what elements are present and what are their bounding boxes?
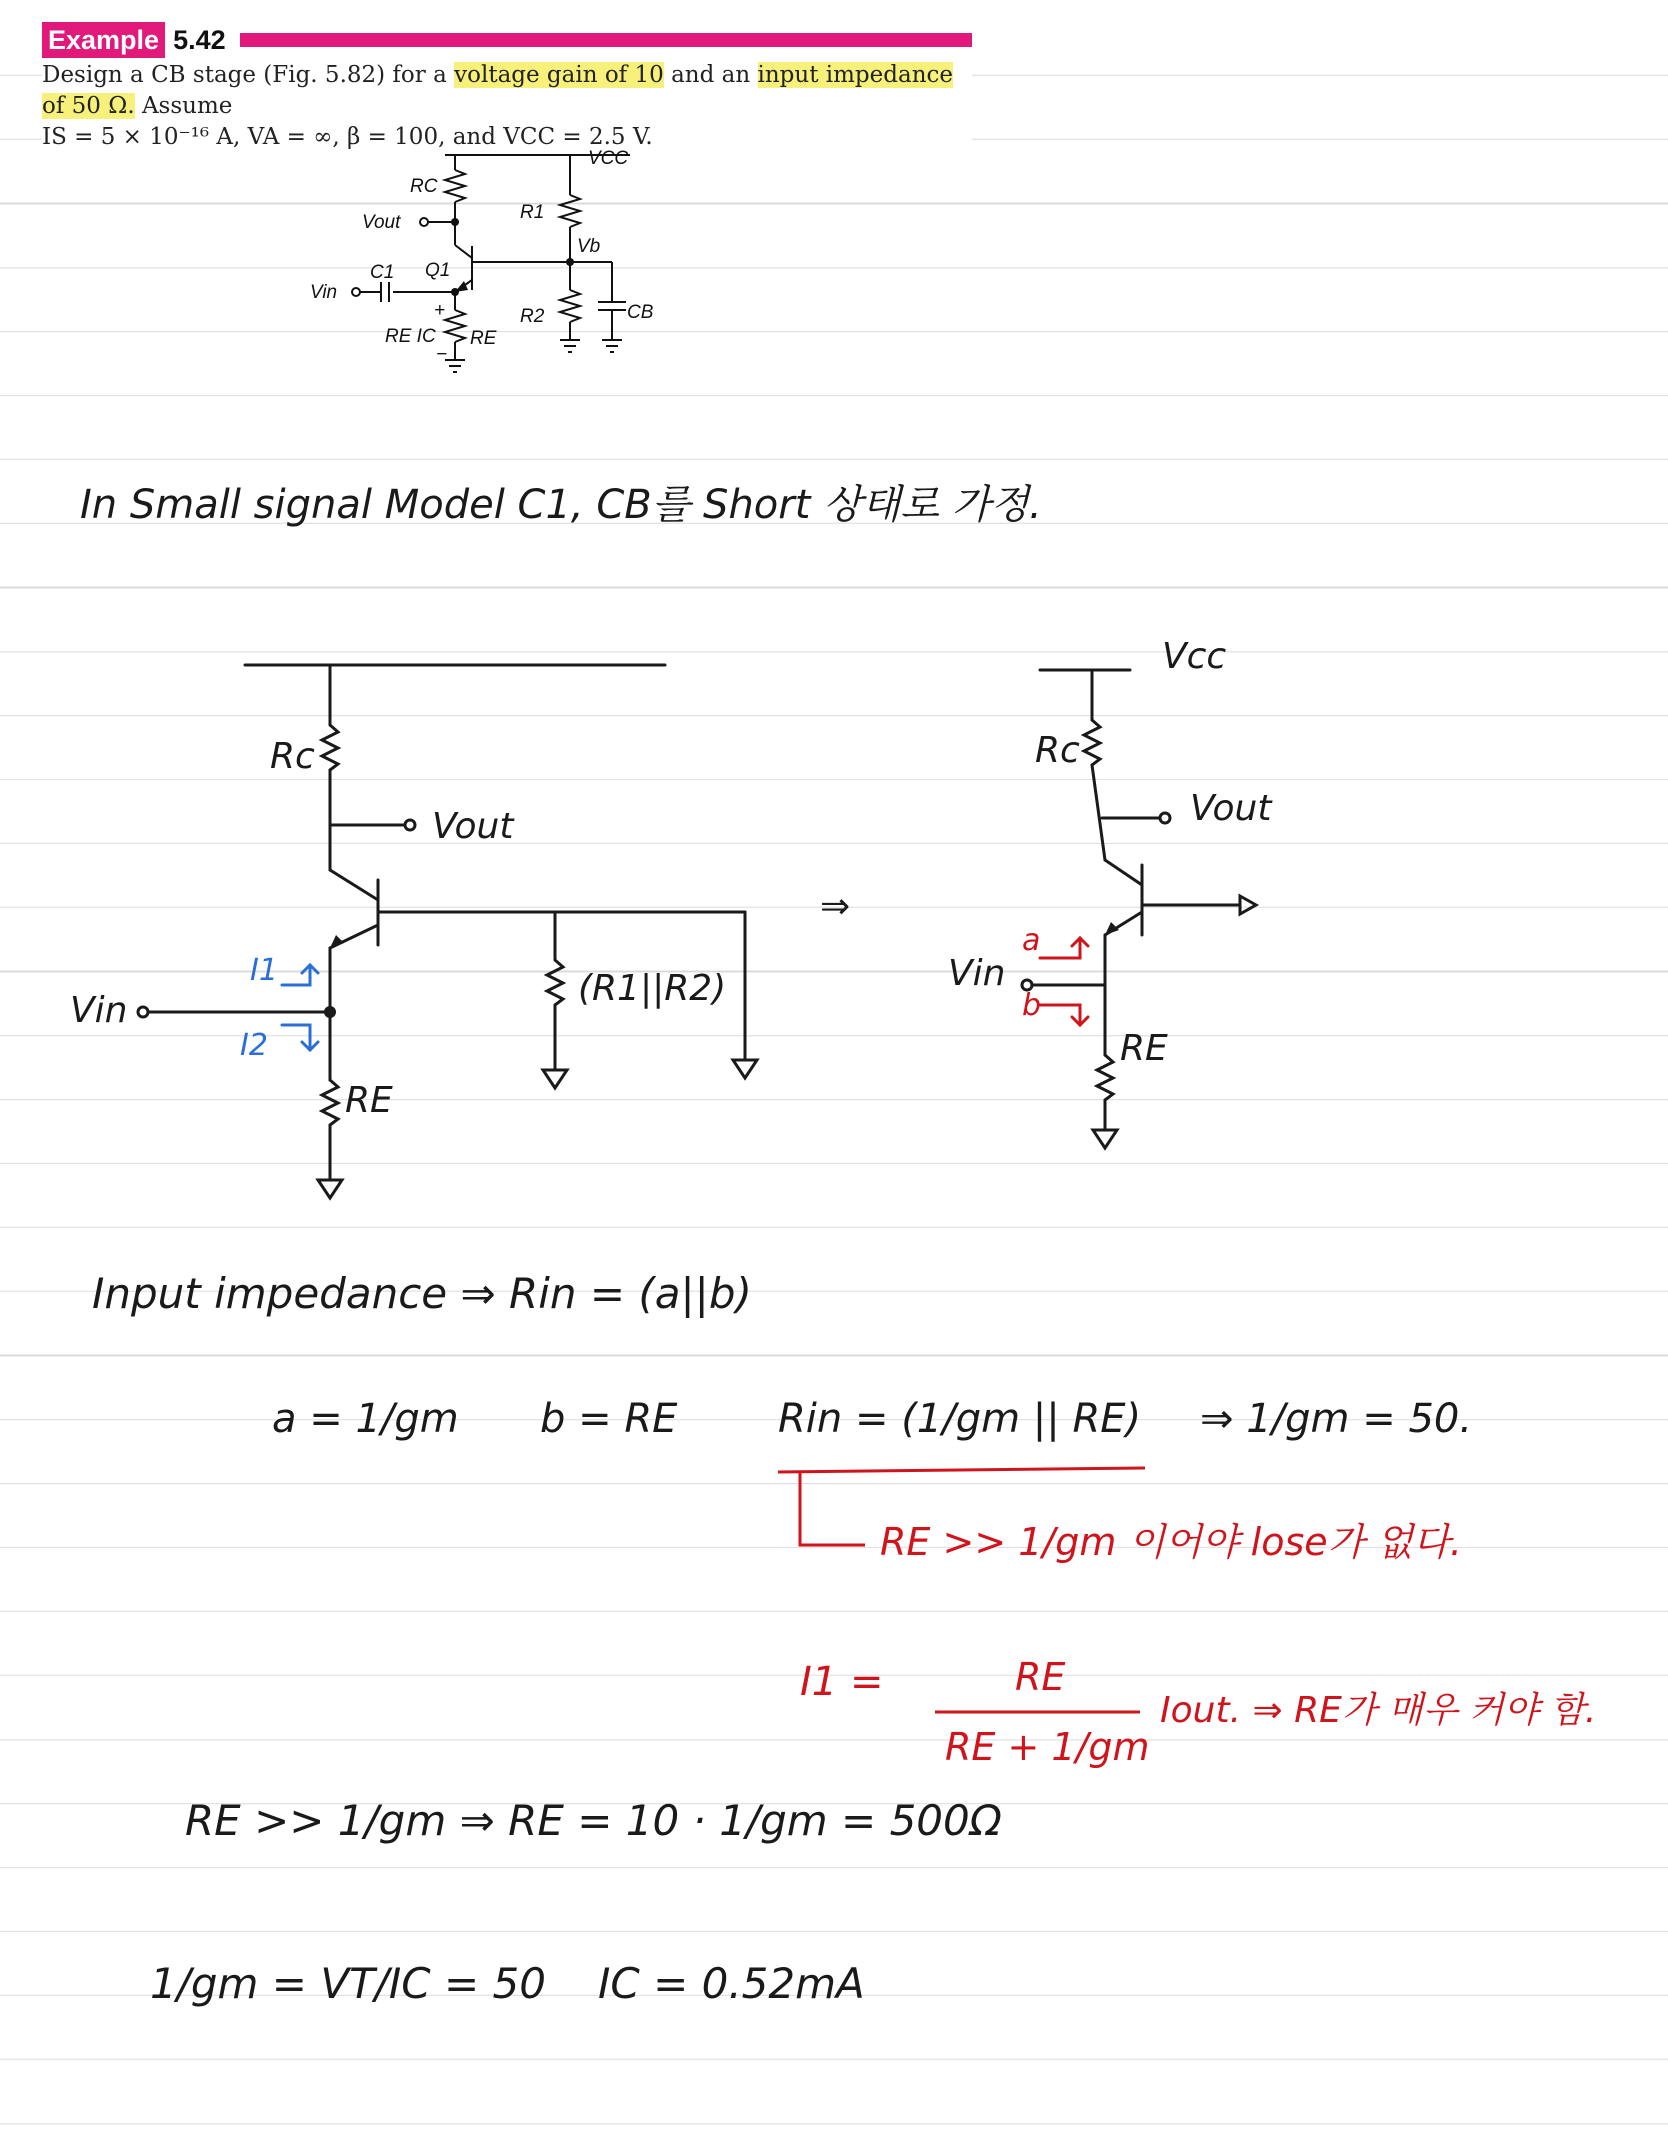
left-vin-label: Vin: [70, 990, 128, 1031]
right-vin-label: Vin: [948, 953, 1006, 994]
fig-q1-label: Q1: [425, 260, 451, 281]
fig-vin-label: Vin: [310, 282, 338, 303]
fig-vout-label: Vout: [362, 212, 401, 233]
fig-rc-label: RC: [410, 176, 438, 197]
right-re-label: RE: [1120, 1028, 1168, 1069]
eq-i1: I1 =: [800, 1659, 884, 1705]
fig-vcc-label: VCC: [588, 148, 629, 169]
fig-r1-label: R1: [520, 202, 545, 223]
fig-plus-label: +: [434, 300, 446, 321]
fig-reic-label: RE IC: [385, 326, 436, 347]
eq-rin-result: ⇒ 1/gm = 50.: [1200, 1396, 1473, 1442]
example-number: 5.42: [173, 24, 226, 55]
fig-minus-label: −: [436, 344, 448, 365]
eq-b: b = RE: [540, 1396, 678, 1442]
current-i1-label: I1: [250, 953, 278, 988]
frac-denominator: RE + 1/gm: [945, 1725, 1150, 1769]
red-note-iout: Iout. ⇒ RE가 매우 커야 함.: [1160, 1690, 1597, 1731]
equivalent-arrow: ⇒: [820, 886, 851, 927]
eq-ic: IC = 0.52mA: [598, 1959, 865, 2008]
eq-re-design: RE >> 1/gm ⇒ RE = 10 · 1/gm = 500Ω: [185, 1796, 1002, 1845]
fig-cb-label: CB: [627, 302, 654, 323]
fig-re-label: RE: [470, 328, 497, 349]
note-input-impedance: Input impedance ⇒ Rin = (a||b): [92, 1269, 752, 1318]
highlight-input-impedance: input impedance of 50 Ω.: [42, 62, 953, 119]
frac-numerator: RE: [1015, 1655, 1066, 1699]
problem-statement: Design a CB stage (Fig. 5.82) for a voltage gain of 10 and an input impedance of 50 Ω. Assume IS = 5 × 10⁻¹⁶ A, VA = ∞, β = 100, and VCC = 2.5 V.: [42, 60, 972, 153]
fig-r2-label: R2: [520, 306, 545, 327]
example-tag: Example: [42, 22, 165, 58]
current-i2-label: I2: [240, 1028, 268, 1063]
note-small-signal: In Small signal Model C1, CB를 Short 상태로 가정.: [80, 482, 1042, 528]
right-rc-label: Rc: [1035, 730, 1080, 771]
right-vcc-label: Vcc: [1162, 636, 1227, 677]
eq-gm: 1/gm = VT/IC = 50: [150, 1959, 546, 2008]
left-re-label: RE: [345, 1080, 393, 1121]
right-vout-label: Vout: [1190, 788, 1272, 829]
node-b-label: b: [1022, 988, 1042, 1023]
node-a-label: a: [1022, 923, 1041, 958]
fig-c1-label: C1: [370, 262, 395, 283]
left-vout-label: Vout: [432, 806, 514, 847]
eq-rin: Rin = (1/gm || RE): [778, 1396, 1142, 1442]
eq-a: a = 1/gm: [272, 1396, 459, 1442]
fig-vb-label: Vb: [577, 236, 601, 257]
red-note-lossless: RE >> 1/gm 이어야 lose가 없다.: [880, 1520, 1462, 1564]
left-circuit: [138, 665, 757, 1198]
left-r1r2-label: (R1||R2): [578, 968, 727, 1009]
left-rc-label: Rc: [270, 736, 315, 777]
problem-assumptions: IS = 5 × 10⁻¹⁶ A, VA = ∞, β = 100, and VCC = 2.5 V.: [42, 124, 653, 150]
highlight-voltage-gain: voltage gain of 10: [454, 62, 664, 88]
